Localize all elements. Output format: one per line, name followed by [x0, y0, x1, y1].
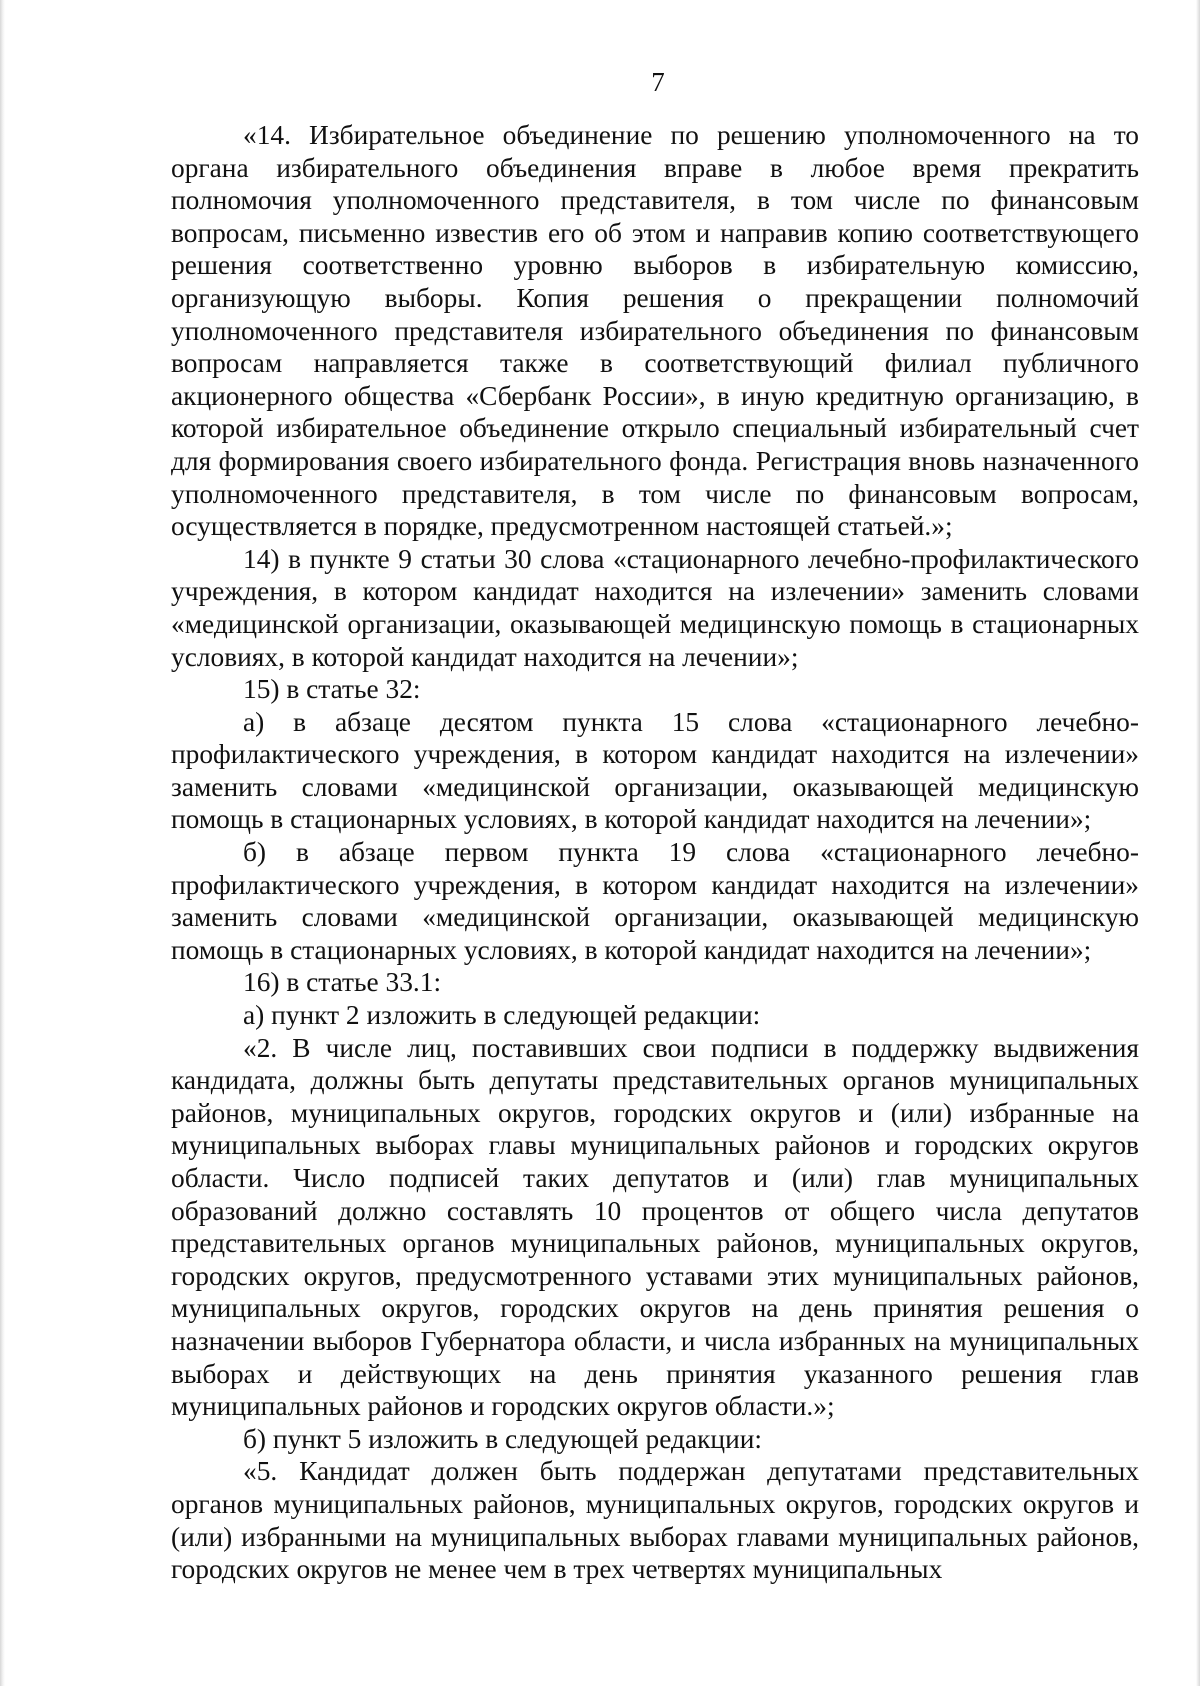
paragraph-amendment-15b: б) в абзаце первом пункта 19 слова «стационарного лечебно-профилактического учреждения, в котором кандидат находится на излечении» заменить словами «медицинской организации, оказывающей медицинскую помощь в стационарных условиях, в которой кандидат находится на лечении»; — [171, 837, 1139, 965]
scan-edge-right — [1196, 0, 1200, 1686]
paragraph-clause-5-text: «5. Кандидат должен быть поддержан депутатами представительных органов муниципальных районов, муниципальных округов, городских округов и (или) избранными на муниципальных выборах главами муниципальных районов, городских округов не менее чем в трех четвертях муниципальных — [171, 1456, 1139, 1585]
page-number: 7 — [651, 67, 665, 97]
paragraph-amendment-16: 16) в статье 33.1: — [243, 967, 442, 998]
document-body — [171, 119, 1139, 1586]
paragraph-amendment-14: 14) в пункте 9 статьи 30 слова «стационарного лечебно-профилактического учреждения, в котором кандидат находится на излечении» заменить словами «медицинской организации, оказывающей медицинскую помощь в стационарных условиях, в которой кандидат находится на лечении»; — [171, 543, 1139, 672]
scan-edge-left — [0, 0, 5, 1686]
paragraph-amendment-15a: а) в абзаце десятом пункта 15 слова «стационарного лечебно-профилактического учреждения, в котором кандидат находится на излечении» заменить словами «медицинской организации, оказывающей медицинскую помощь в стационарных условиях, в которой кандидат находится на лечении»; — [171, 706, 1139, 835]
paragraph-amendment-16a: а) пункт 2 изложить в следующей редакции: — [243, 1000, 761, 1031]
paragraph-item-14-clause: «14. Избирательное объединение по решению уполномоченного на то органа избирательного объединения вправе в любое время прекратить полномочия уполномоченного представителя, в том числе по финансовым вопросам, письменно известив его об этом и направив копию соответствующего решения соответственно уровню выборов в избирательную комиссию, организующую выборы. Копия решения о прекращении полномочий уполномоченного представителя избирательного объединения по финансовым вопросам направляется также в соответствующий филиал публичного акционерного общества «Сбербанк России», в иную кредитную организацию, в которой избирательное объединение открыло специальный избирательный счет для формирования своего избирательного фонда. Регистрация вновь назначенного уполномоченного представителя, в том числе по финансовым вопросам, осуществляется в порядке, предусмотренном настоящей статьей.»; — [171, 120, 1139, 542]
paragraph-clause-2-text: «2. В числе лиц, поставивших свои подписи в поддержку выдвижения кандидата, должны быть депутаты представительных органов муниципальных районов, муниципальных округов, городских округов и (или) избранные на муниципальных выборах главы муниципальных районов и городских округов области. Число подписей таких депутатов и (или) глав муниципальных образований должно составлять 10 процентов от общего числа депутатов представительных органов муниципальных районов, муниципальных округов, городских округов, предусмотренного уставами этих муниципальных районов, муниципальных округов, городских округов на день принятия решения о назначении выборов Губернатора области, и числа избранных на муниципальных выборах и действующих на день принятия указанного решения глав муниципальных районов и городских округов области.»; — [171, 1032, 1139, 1422]
paragraph-amendment-15: 15) в статье 32: — [243, 674, 421, 705]
paragraph-amendment-16b: б) пункт 5 изложить в следующей редакции: — [243, 1423, 763, 1454]
